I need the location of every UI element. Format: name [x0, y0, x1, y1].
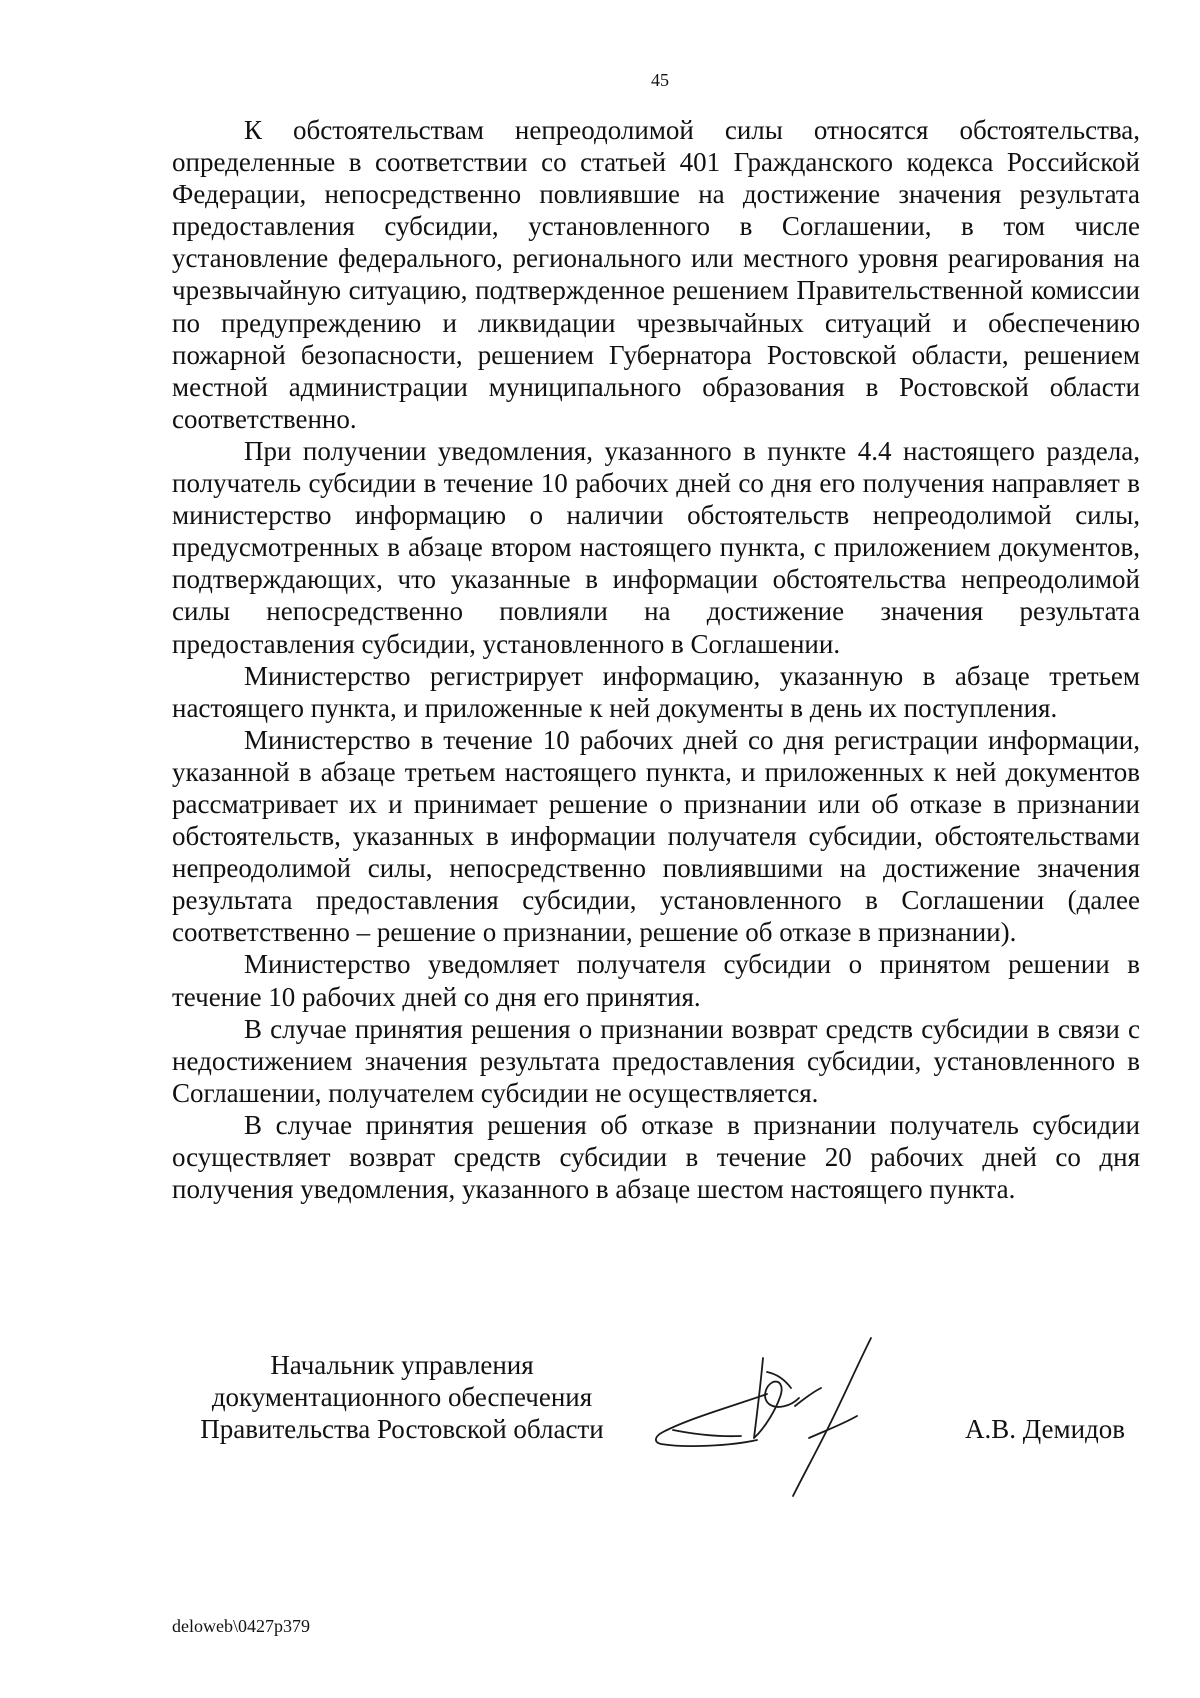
paragraph-review-decision: Министерство в течение 10 рабочих дней со дня регистрации информации, указанной в абзаце третьем настоящего пункта, и приложенных к ней документов рассматривает их и принимает решение о признании или об отказе в признании обстоятельств, указанных в информации получателя субсидии, обстоятельствами непреодолимой силы, непосредственно повлиявшими на достижение значения результата предоставления субсидии, установленного в Соглашении (далее соответственно – решение о признании, решение об отказе в признании). — [172, 724, 1140, 948]
signatory-position-line: документационного обеспечения — [211, 1382, 593, 1413]
page-number: 45 — [651, 70, 669, 90]
signatory-position — [172, 1349, 632, 1445]
signatory-name: А.В. Демидов — [965, 1414, 1126, 1444]
paragraph-refusal-outcome: В случае принятия решения об отказе в признании получатель субсидии осуществляет возврат средств субсидии в течение 20 рабочих дней со дня получения уведомления, указанного в абзаце шестом настоящего пункта. — [172, 1109, 1140, 1205]
paragraph-force-majeure-definition: К обстоятельствам непреодолимой силы относятся обстоятельства, определенные в соответствии со статьей 401 Гражданского кодекса Российской Федерации, непосредственно повлиявшие на достижение значения результата предоставления субсидии, установленного в Соглашении, в том числе установление федерального, регионального или местного уровня реагирования на чрезвычайную ситуацию, подтвержденное решением Правительственной комиссии по предупреждению и ликвидации чрезвычайных ситуаций и обеспечению пожарной безопасности, решением Губернатора Ростовской области, решением местной администрации муниципального образования в Ростовской области соответственно. — [172, 115, 1140, 434]
handwritten-signature — [645, 1336, 935, 1506]
document-reference: deloweb\0427p379 — [172, 1616, 310, 1636]
paragraph-decision-notice: Министерство уведомляет получателя субсидии о принятом решении в течение 10 рабочих дней со дня его принятия. — [172, 949, 1140, 1012]
paragraph-notification-response: При получении уведомления, указанного в пункте 4.4 настоящего раздела, получатель субсидии в течение 10 рабочих дней со дня его получения направляет в министерство информацию о наличии обстоятельств непреодолимой силы, предусмотренных в абзаце втором настоящего пункта, с приложением документов, подтверждающих, что указанные в информации обстоятельства непреодолимой силы непосредственно повлияли на достижение значения результата предоставления субсидии, установленного в Соглашении. — [172, 435, 1140, 659]
document-body — [172, 114, 1140, 1205]
paragraph-recognition-outcome: В случае принятия решения о признании возврат средств субсидии в связи с недостижением значения результата предоставления субсидии, установленного в Соглашении, получателем субсидии не осуществляется. — [172, 1013, 1140, 1108]
signatory-position-line: Начальник управления — [270, 1350, 534, 1380]
paragraph-registration: Министерство регистрирует информацию, указанную в абзаце третьем настоящего пункта, и приложенные к ней документы в день их поступления. — [172, 660, 1140, 723]
signatory-position-line: Правительства Ростовской области — [200, 1414, 604, 1445]
